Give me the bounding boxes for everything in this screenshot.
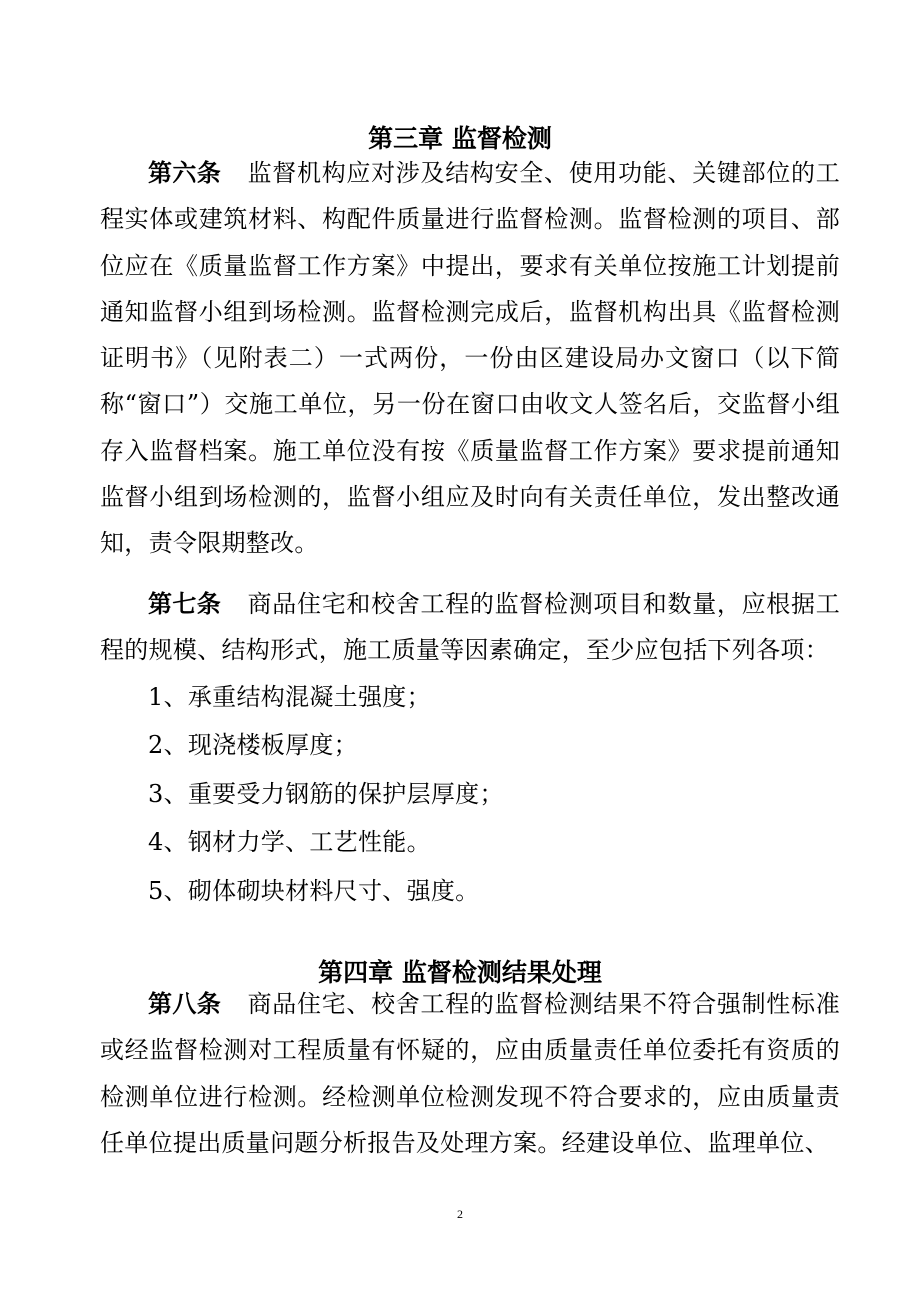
article-8-text: 商品住宅、校舍工程的监督检测结果不符合强制性标准或经监督检测对工程质量有怀疑的，应由质量责任单位委托有资质的检测单位进行检测。经检测单位检测发现不符合要求的，应由质量责任单位提出质量问题分析报告及处理方案。经建设单位、监理单位、 xyxy=(100,990,840,1157)
chapter-4-title: 第四章 监督检测结果处理 xyxy=(318,958,602,987)
article-7-text: 商品住宅和校舍工程的监督检测项目和数量，应根据工程的规模、结构形式，施工质量等因素确定，至少应包括下列各项： xyxy=(100,590,840,665)
article-6-number: 第六条 xyxy=(148,159,222,187)
article-6-text: 监督机构应对涉及结构安全、使用功能、关键部位的工程实体或建筑材料、构配件质量进行监督检测。监督检测的项目、部位应在《质量监督工作方案》中提出，要求有关单位按施工计划提前通知监督小组到场检测。监督检测完成后，监督机构出具《监督检测证明书》（见附表二）一式两份，一份由区建设局办文窗口（以下简称“窗口”）交施工单位，另一份在窗口由收文人签名后，交监督小组存入监督档案。施工单位没有按《质量监督工作方案》要求提前通知监督小组到场检测的，监督小组应及时向有关责任单位，发出整改通知，责令限期整改。 xyxy=(100,159,840,558)
list-item: 4、钢材力学、工艺性能。 xyxy=(148,828,431,857)
article-6-paragraph xyxy=(100,150,840,567)
list-item: 3、重要受力钢筋的保护层厚度； xyxy=(148,779,504,808)
article-8-number: 第八条 xyxy=(148,990,222,1018)
article-8-paragraph xyxy=(100,981,840,1166)
chapter-3-title: 第三章 监督检测 xyxy=(368,124,552,153)
list-item: 1、承重结构混凝土强度； xyxy=(148,683,431,711)
article-7-paragraph xyxy=(100,581,840,674)
page-number: 2 xyxy=(457,1207,463,1221)
article-7-number: 第七条 xyxy=(148,590,222,618)
list-item: 5、砌体砌块材料尺寸、强度。 xyxy=(148,876,480,905)
inspection-item-list xyxy=(148,673,848,915)
list-item: 2、现浇楼板厚度； xyxy=(148,731,358,760)
